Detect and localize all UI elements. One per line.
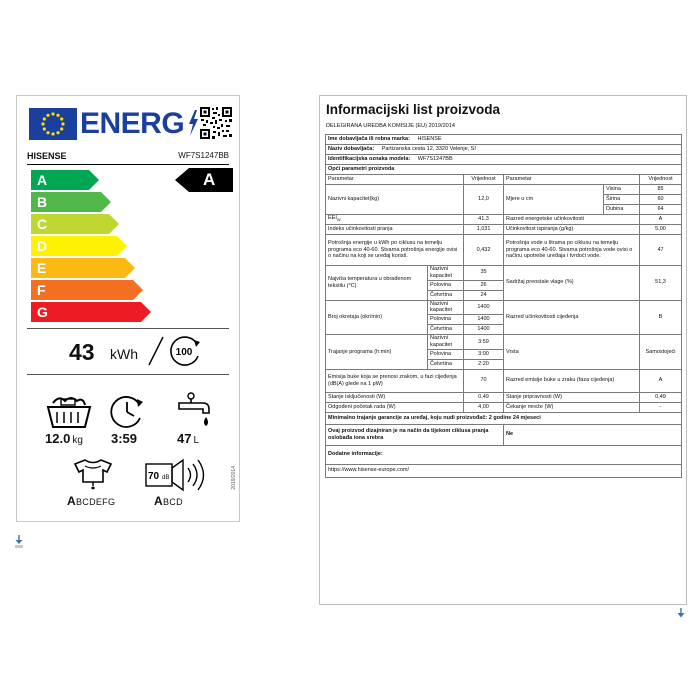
table-cell: Najviša temperatura u obrađenom tekstilu (°C) — [326, 266, 428, 301]
spin-drying-class-scale — [67, 494, 115, 508]
capacity-unit: kg — [72, 435, 83, 446]
table-row — [326, 135, 682, 145]
table-row — [326, 155, 682, 165]
table-cell: 1,031 — [464, 225, 504, 235]
table-row — [326, 165, 682, 175]
table-row — [326, 464, 682, 477]
divider — [27, 164, 229, 165]
table-cell: 26 — [464, 280, 504, 290]
table-cell: Dubina — [604, 205, 640, 215]
lightning-bolt-icon — [187, 110, 199, 136]
energy-word: ENERG — [80, 107, 185, 140]
supplier-label: Ime dobavljača ili robna marka: — [328, 136, 410, 143]
energy-class-bar-g — [31, 302, 151, 322]
sheet-title: Informacijski list proizvoda — [326, 102, 501, 117]
table-header-row — [326, 175, 682, 185]
duration-value: 3:59 — [111, 431, 138, 446]
class-letter: C — [37, 216, 48, 232]
table-cell: Visina — [604, 185, 640, 195]
energy-class-bar-c — [31, 214, 119, 234]
table-cell: Trajanje programa (h:min) — [326, 335, 428, 370]
table-cell: Stanje isključenosti (W) — [326, 392, 464, 402]
table-row — [326, 215, 682, 225]
laundry-basket-icon — [45, 393, 93, 429]
table-cell: Dodatne informacije: — [326, 445, 682, 464]
class-letter: G — [37, 304, 48, 320]
divider — [27, 328, 229, 329]
column-header: Vrijednost — [640, 175, 682, 185]
capacity-number: 12.0 — [45, 431, 71, 446]
table-cell: Četvrtina — [428, 325, 464, 335]
table-cell: Ovaj proizvod dizajniran je na način da tijekom ciklusa pranja oslobađa iona srebra — [326, 424, 504, 445]
table-cell: Emisija buke koja se prenosi zrakom, u fazi cijeđenja (dB(A) glede na 1 pW) — [326, 369, 464, 392]
table-cell: 35 — [464, 266, 504, 281]
noise-class-selected: A — [154, 494, 163, 508]
table-cell: 24 — [464, 290, 504, 300]
table-cell — [326, 215, 464, 225]
table-cell: 3:00 — [464, 349, 504, 359]
table-cell: A — [640, 215, 682, 225]
noise-class-scale — [154, 494, 183, 508]
table-cell: 1400 — [464, 325, 504, 335]
pdf-download-icon[interactable] — [14, 535, 24, 549]
water-tap-icon — [177, 392, 213, 430]
model-value: WF7S1247BB — [417, 156, 453, 163]
noise-value: 70 — [148, 471, 160, 482]
table-cell: 0,49 — [640, 392, 682, 402]
spin-class-selected: A — [67, 494, 76, 508]
table-cell: 2:20 — [464, 359, 504, 369]
table-cell: Razred učinkovitosti cijeđenja — [504, 300, 640, 335]
table-cell: Samostojeći — [640, 335, 682, 370]
table-cell: 0,432 — [464, 235, 504, 266]
table-row — [326, 412, 682, 424]
table-cell: Polovina — [428, 280, 464, 290]
table-cell: 1400 — [464, 315, 504, 325]
table-row — [326, 369, 682, 392]
table-row — [326, 225, 682, 235]
qr-code-icon — [199, 106, 233, 140]
class-letter: F — [37, 282, 46, 298]
table-cell: Broj okretaja (okr/min) — [326, 300, 428, 335]
class-letter: E — [37, 260, 47, 276]
slash-divider — [145, 334, 167, 368]
energy-class-bar-d — [31, 236, 127, 256]
sheet-subtitle: DELEGIRANA UREDBA KOMISIJE (EU) 2019/2014 — [326, 123, 456, 129]
table-cell: 4,00 — [464, 402, 504, 412]
table-cell: 41,3 — [464, 215, 504, 225]
table-cell: Širina — [604, 195, 640, 205]
eei-label: EEI — [328, 215, 337, 222]
website-link[interactable]: https://www.hisense-europe.com/ — [328, 467, 410, 474]
table-cell: 0,49 — [464, 392, 504, 402]
table-row — [326, 392, 682, 402]
table-cell: Učinkovitost ispiranja (g/kg) — [504, 225, 640, 235]
table-cell: Indeks učinkovitosti pranja — [326, 225, 464, 235]
table-cell: Razred emisije buke u zraku (faza cijeđenja) — [504, 369, 640, 392]
table-cell: Odgođeni početak rada (W) — [326, 402, 464, 412]
brand-name: HISENSE — [27, 151, 67, 161]
table-cell: Nazivni kapacitet — [428, 300, 464, 315]
regulation-number: 2019/2014 — [231, 466, 237, 490]
column-header: Parametar — [326, 175, 464, 185]
divider — [27, 374, 229, 375]
table-cell — [326, 135, 682, 145]
table-cell: 12,0 — [464, 185, 504, 215]
table-cell: 51,3 — [640, 266, 682, 301]
table-cell: Potrošnja vode u litrama po ciklusu na temelju programa eco 40-60. Stvarna potrošnja vode ovisi o načinu upotrebe uređaja i tvrdoći vode. — [504, 235, 640, 266]
address-value: Partizanska cesta 12, 3320 Velenje, SI — [381, 146, 476, 153]
energy-consumption-value: 43 — [69, 339, 95, 365]
cycles-value: 100 — [175, 347, 193, 358]
table-cell: Nazivni kapacitet — [428, 266, 464, 281]
table-cell: 47 — [640, 235, 682, 266]
table-row — [326, 445, 682, 464]
column-header: Parametar — [504, 175, 640, 185]
table-cell: Nazivni kapacitet — [428, 335, 464, 350]
table-row — [326, 235, 682, 266]
rating-letter: A — [203, 170, 216, 189]
energy-class-bar-f — [31, 280, 143, 300]
table-row — [326, 145, 682, 155]
table-row — [326, 300, 682, 315]
table-cell: Sadržaj preostale vlage (%) — [504, 266, 640, 301]
table-cell: 70 — [464, 369, 504, 392]
table-cell: 5,00 — [640, 225, 682, 235]
table-cell: Četvrtina — [428, 359, 464, 369]
table-cell — [326, 145, 682, 155]
warranty-cell: Minimalno trajanje garancije za uređaj, koju nudi proizvođač: 2 godine 24 mjeseci — [326, 412, 682, 424]
model-identifier: WF7S1247BB — [178, 151, 229, 160]
energy-label — [16, 95, 240, 522]
energy-class-bar-e — [31, 258, 135, 278]
product-parameters-table — [325, 134, 682, 478]
table-row — [326, 424, 682, 445]
water-number: 47 — [177, 431, 192, 446]
table-row — [326, 402, 682, 412]
eu-flag-icon — [29, 108, 77, 140]
supplier-value: HISENSE — [417, 136, 442, 143]
table-cell: 60 — [640, 195, 682, 205]
table-row — [326, 185, 682, 195]
table-cell: Razred energetske učinkovitosti — [504, 215, 640, 225]
table-row — [326, 266, 682, 281]
cycles-icon — [167, 334, 203, 368]
class-letter: A — [37, 172, 48, 188]
table-cell: 3:59 — [464, 335, 504, 350]
class-letter: B — [37, 194, 48, 210]
spin-class-rest: BCDEFG — [75, 497, 116, 507]
clock-icon — [109, 394, 145, 430]
table-cell: 1400 — [464, 300, 504, 315]
table-cell: A — [640, 369, 682, 392]
address-label: Naziv dobavljača: — [328, 146, 375, 153]
energy-consumption-unit: kWh — [110, 346, 138, 362]
table-cell: Četvrtina — [428, 290, 464, 300]
water-unit: L — [193, 435, 200, 446]
class-letter: D — [37, 238, 48, 254]
model-label: Identifikacijska oznaka modela: — [328, 156, 411, 163]
spin-drying-icon — [71, 458, 115, 492]
loudspeaker-icon — [145, 458, 207, 492]
table-cell — [326, 155, 682, 165]
table-cell: Ne — [504, 424, 682, 445]
table-cell: Polovina — [428, 315, 464, 325]
download-arrow-icon[interactable] — [677, 608, 685, 618]
energy-class-bar-a — [31, 170, 99, 190]
noise-unit: dB — [162, 475, 170, 481]
table-cell: Mjere u cm — [504, 185, 604, 215]
table-cell: Čekanje mreže (W) — [504, 402, 640, 412]
section-header: Opći parametri proizvoda — [326, 165, 682, 175]
table-cell — [326, 464, 682, 477]
table-row — [326, 335, 682, 350]
water-consumption-value — [177, 431, 199, 446]
table-cell: Nazivni kapacitet(kg) — [326, 185, 464, 215]
table-cell: Potrošnja energije u kWh po ciklusu na temelju programa eco 40-60. Stvarna potrošnja energije ovisi o načinu na koji se uređaj koristi. — [326, 235, 464, 266]
table-cell: Stanje pripravnosti (W) — [504, 392, 640, 402]
noise-class-rest: BCD — [162, 497, 183, 507]
table-cell: Polovina — [428, 349, 464, 359]
table-cell: 64 — [640, 205, 682, 215]
table-cell: - — [640, 402, 682, 412]
capacity-value — [45, 431, 83, 446]
product-information-sheet — [319, 95, 687, 605]
table-cell: B — [640, 300, 682, 335]
table-cell: 85 — [640, 185, 682, 195]
table-cell: Vrsta — [504, 335, 640, 370]
eei-subscript: W — [336, 217, 341, 223]
column-header: Vrijednost — [464, 175, 504, 185]
energy-class-bar-b — [31, 192, 111, 212]
